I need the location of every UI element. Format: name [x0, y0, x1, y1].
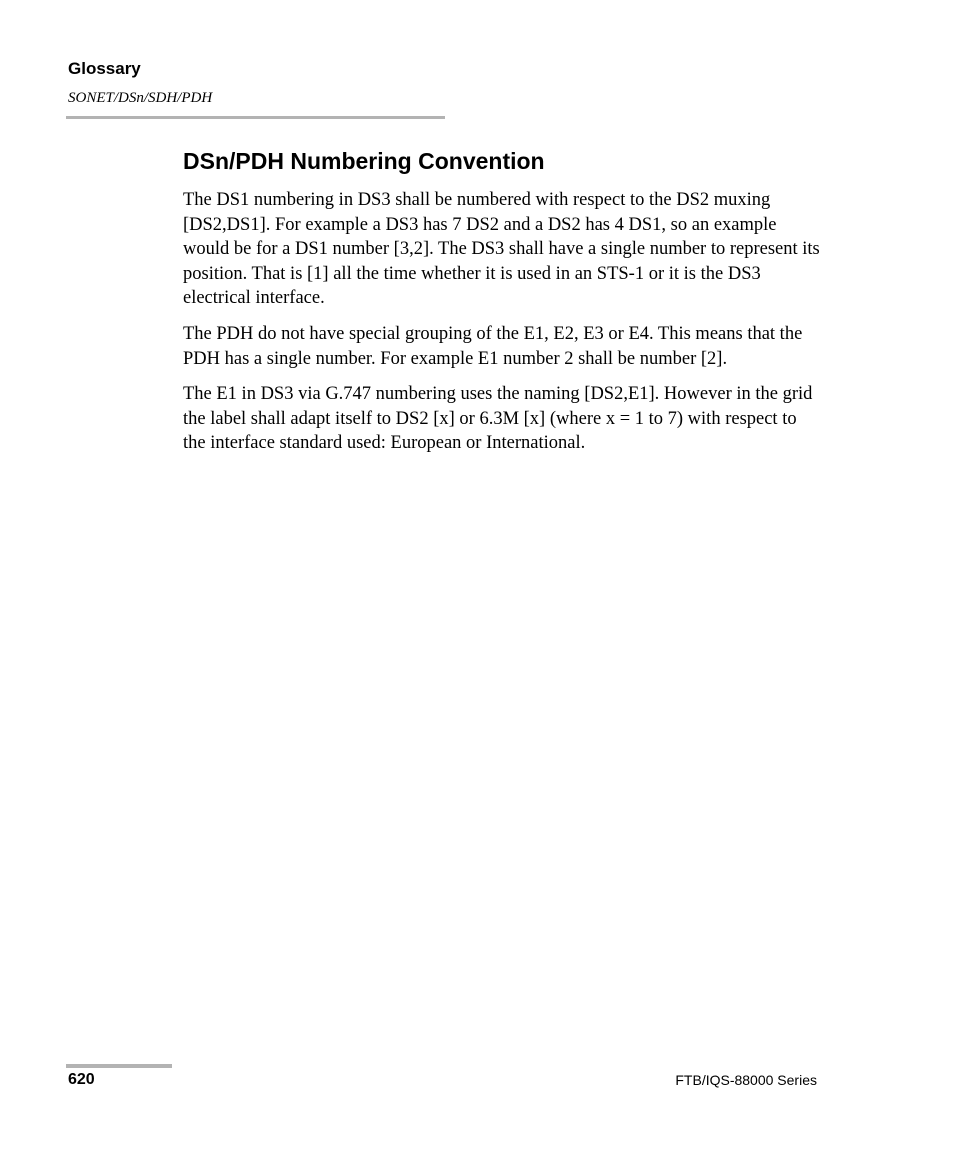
- body-paragraph-1: The DS1 numbering in DS3 shall be numbered with respect to the DS2 muxing [DS2,DS1]. For example a DS3 has 7 DS2 and a DS2 has 4 DS1, so an example would be for a DS1 number [3,2]. The DS3 shall have a single number to represent its position. That is [1] all the time whether it is used in an STS-1 or it is the DS3 electrical interface.: [183, 190, 820, 309]
- footer-divider: [66, 1064, 172, 1068]
- running-header-subtitle: SONET/DSn/SDH/PDH: [68, 90, 213, 106]
- body-paragraph-3: The E1 in DS3 via G.747 numbering uses the naming [DS2,E1]. However in the grid the label shall adapt itself to DS2 [x] or 6.3M [x] (where x = 1 to 7) with respect to the interface standard used: European or International.: [183, 384, 813, 454]
- section-heading: DSn/PDH Numbering Convention: [183, 148, 545, 174]
- section-body: [183, 188, 823, 467]
- product-name: FTB/IQS-88000 Series: [675, 1072, 817, 1088]
- running-header-title: Glossary: [68, 59, 141, 78]
- page-number: 620: [68, 1071, 95, 1088]
- header-divider: [66, 116, 445, 119]
- body-paragraph-2: The PDH do not have special grouping of the E1, E2, E3 or E4. This means that the PDH has a single number. For example E1 number 2 shall be number [2].: [183, 323, 803, 369]
